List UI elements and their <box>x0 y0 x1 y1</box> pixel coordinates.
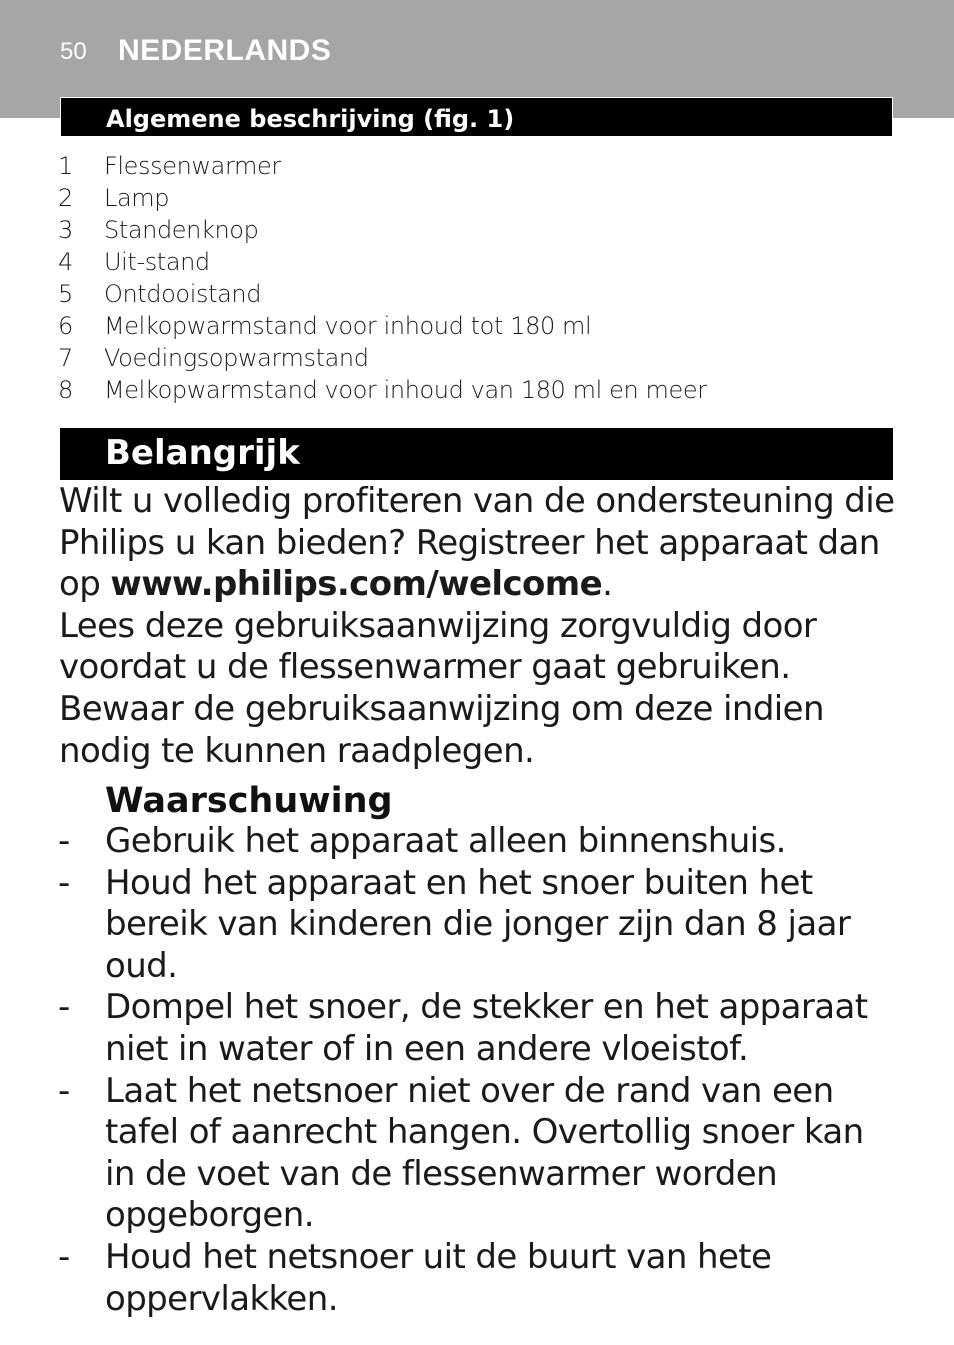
item-label: Lamp <box>104 184 170 212</box>
item-label: Voedingsopwarmstand <box>104 344 369 372</box>
list-item <box>58 246 707 278</box>
warning-text: Gebruik het apparaat alleen binnenshuis. <box>105 821 786 861</box>
warning-item <box>58 987 898 1070</box>
list-item <box>58 150 707 182</box>
warning-heading: Waarschuwing <box>105 781 393 821</box>
bullet-dash: - <box>58 821 70 861</box>
warning-item <box>58 1237 898 1320</box>
item-number: 3 <box>58 216 73 244</box>
warning-text: Dompel het snoer, de stekker en het apparaat niet in water of in een andere vloeistof. <box>105 987 868 1069</box>
item-number: 2 <box>58 184 73 212</box>
registration-end: . <box>602 564 613 605</box>
warning-list <box>58 821 898 1320</box>
bullet-dash: - <box>58 862 70 903</box>
bullet-dash: - <box>58 1070 70 1111</box>
list-item <box>58 310 707 342</box>
warning-text: Houd het apparaat en het snoer buiten het bereik van kinderen die jonger zijn dan 8 jaar oud. <box>105 862 851 986</box>
item-label: Ontdooistand <box>104 280 262 308</box>
intro-text <box>59 481 899 772</box>
item-label: Standenknop <box>104 216 259 244</box>
item-label: Melkopwarmstand voor inhoud tot 180 ml <box>104 312 592 340</box>
list-item <box>58 342 707 374</box>
item-number: 8 <box>58 376 73 404</box>
language-heading: NEDERLANDS <box>118 34 332 67</box>
list-item <box>58 182 707 214</box>
item-number: 4 <box>58 248 73 276</box>
item-label: Melkopwarmstand voor inhoud van 180 ml en meer <box>104 376 707 404</box>
warning-text: Laat het netsnoer niet over de rand van een tafel of aanrecht hangen. Overtollig snoer kan in de voet van de flessenwarmer worden opgeborgen. <box>105 1070 864 1236</box>
page-number: 50 <box>60 38 87 65</box>
warning-item <box>58 863 898 988</box>
list-item <box>58 278 707 310</box>
registration-paragraph <box>59 481 899 606</box>
list-item <box>58 214 707 246</box>
registration-text: Wilt u volledig profiteren van de ondersteuning die Philips u kan bieden? Registreer het apparaat dan op <box>59 481 895 605</box>
item-label: Uit-stand <box>104 248 210 276</box>
item-number: 5 <box>58 280 73 308</box>
parts-list <box>58 150 707 406</box>
bullet-dash: - <box>58 987 70 1028</box>
section-heading-important: Belangrijk <box>60 428 893 480</box>
warning-item <box>58 821 898 863</box>
item-number: 7 <box>58 344 73 372</box>
bullet-dash: - <box>58 1236 70 1277</box>
website-link[interactable]: www.philips.com/welcome <box>110 564 603 605</box>
warning-item <box>58 1071 898 1237</box>
item-number: 6 <box>58 312 73 340</box>
item-label: Flessenwarmer <box>104 152 281 180</box>
warning-text: Houd het netsnoer uit de buurt van hete oppervlakken. <box>105 1236 772 1319</box>
item-number: 1 <box>58 152 73 180</box>
list-item <box>58 374 707 406</box>
read-manual-paragraph: Lees deze gebruiksaanwijzing zorgvuldig door voordat u de flessenwarmer gaat gebruiken. Bewaar de gebruiksaanwijzing om deze indien nodig te kunnen raadplegen. <box>59 605 824 771</box>
section-heading-general-description: Algemene beschrijving (fig. 1) <box>60 97 893 137</box>
